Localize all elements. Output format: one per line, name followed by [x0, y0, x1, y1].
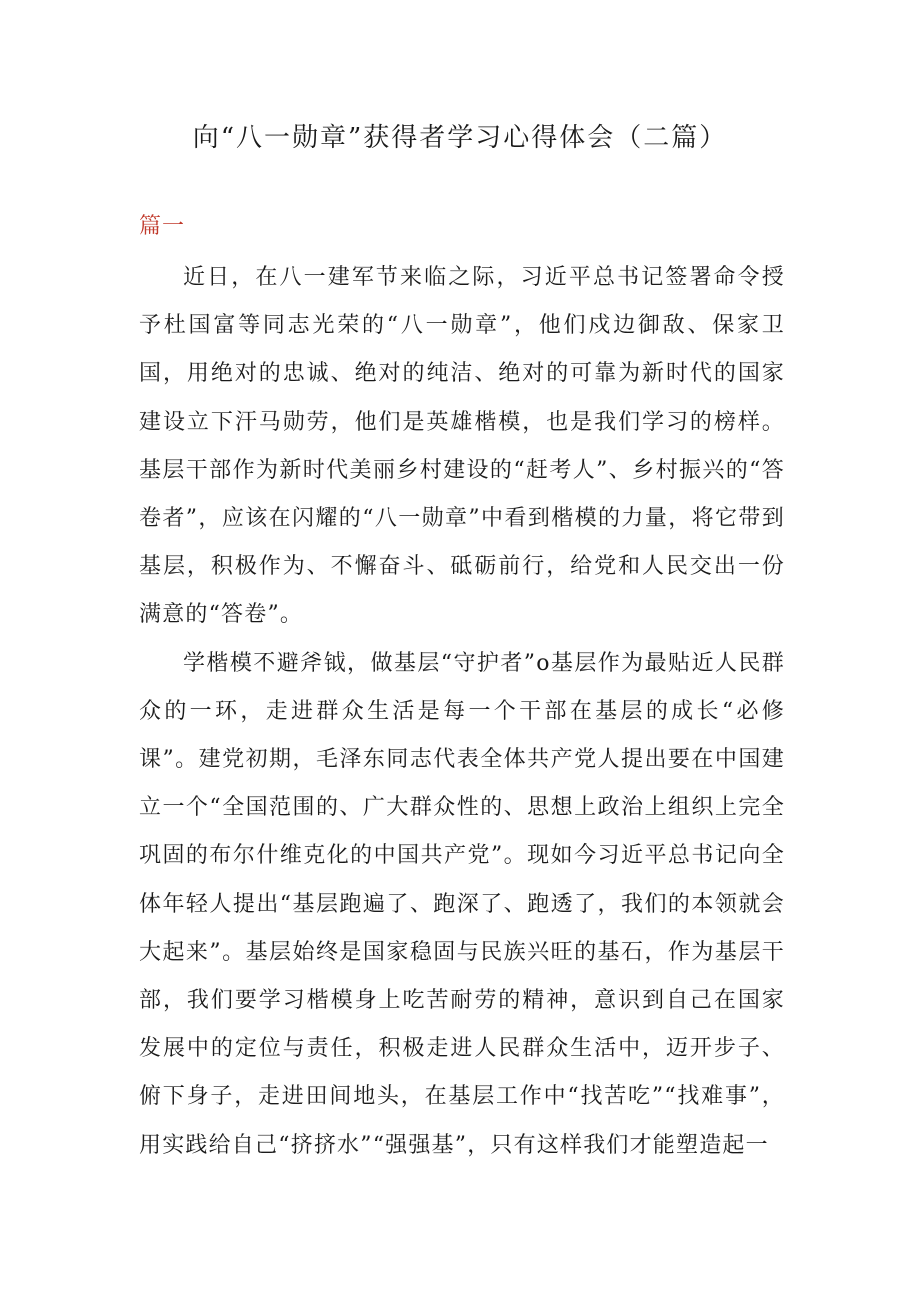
- section-heading: 篇一: [139, 214, 186, 239]
- paragraph: 学楷模不避斧钺，做基层“守护者”o基层作为最贴近人民群众的一环，走进群众生活是每一个干部在基层的成长“必修课”。建党初期，毛泽东同志代表全体共产党人提出要在中国建立一个“全国范围的、广大群众性的、思想上政治上组织上完全巩固的布尔什维克化的中国共产党”。现如今习近平总书记向全体年轻人提出“基层跑遍了、跑深了、跑透了，我们的本领就会大起来”。基层始终是国家稳固与民族兴旺的基石，作为基层干部，我们要学习楷模身上吃苦耐劳的精神，意识到自己在国家发展中的定位与责任，积极走进人民群众生活中，迈开步子、俯下身子，走进田间地头，在基层工作中“找苦吃”“找难事”，用实践给自己“挤挤水”“强强基”，只有这样我们才能塑造起一: [139, 650, 785, 1158]
- paragraph: 近日，在八一建军节来临之际，习近平总书记签署命令授予杜国富等同志光荣的“八一勋章”，他们戍边御敌、保家卫国，用绝对的忠诚、绝对的纯洁、绝对的可靠为新时代的国家建设立下汗马勋劳，他们是英雄楷模，也是我们学习的榜样。基层干部作为新时代美丽乡村建设的“赶考人”、乡村振兴的“答卷者”，应该在闪耀的“八一勋章”中看到楷模的力量，将它带到基层，积极作为、不懈奋斗、砥砺前行，给党和人民交出一份满意的“答卷”。: [139, 265, 785, 628]
- body-text: [139, 254, 785, 1170]
- document-title: 向“八一勋章”获得者学习心得体会（二篇）: [192, 123, 728, 153]
